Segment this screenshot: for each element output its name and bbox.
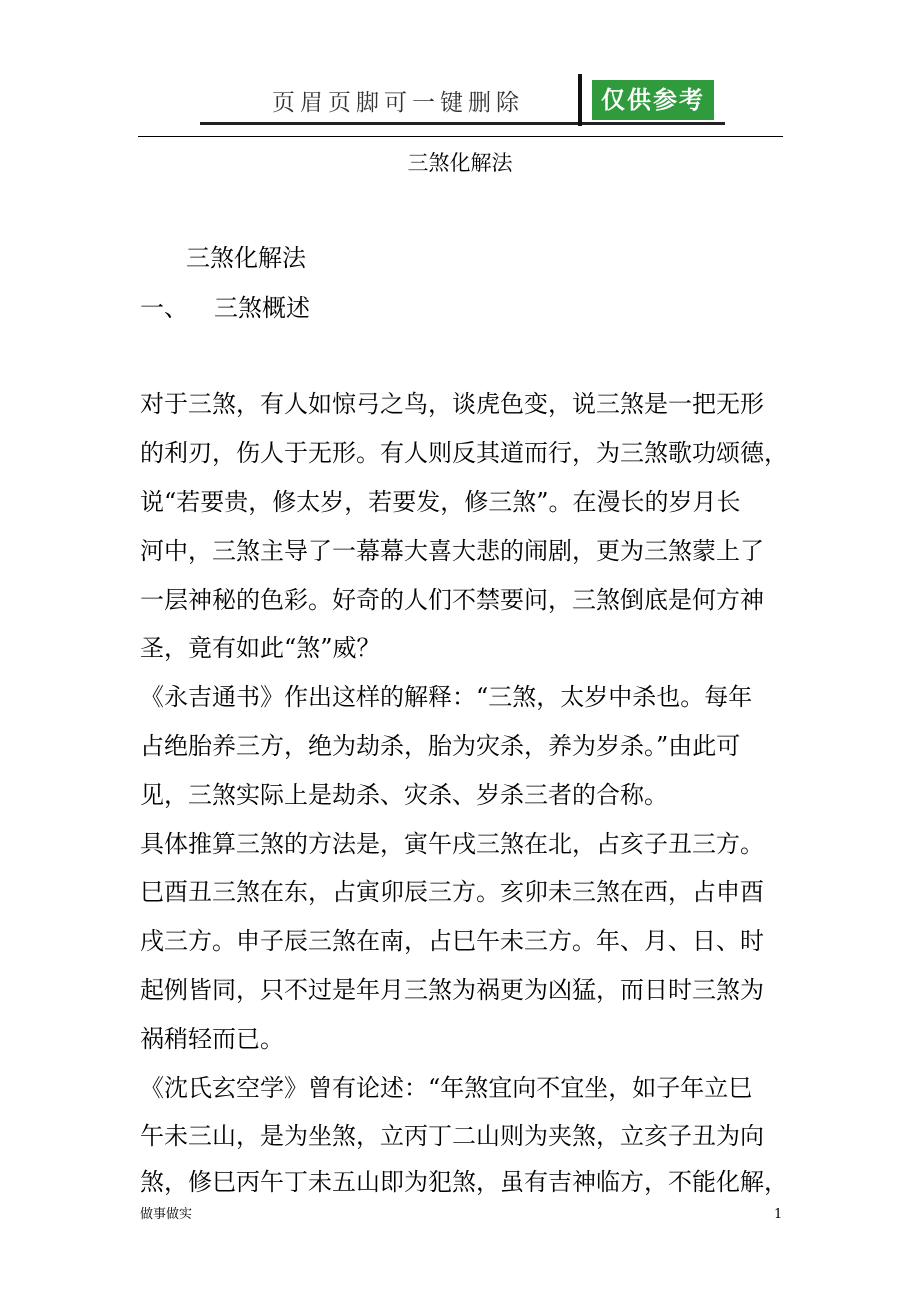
text-line: 具体推算三煞的方法是，寅午戌三煞在北，占亥子丑三方。 [140, 830, 764, 858]
text-line: 起例皆同，只不过是年月三煞为祸更为凶猛，而日时三煞为 [140, 976, 764, 1004]
text-line: 戌三方。申子辰三煞在南，占巳午未三方。年、月、日、时 [140, 927, 764, 955]
text-line: 《永吉通书》作出这样的解释：“三煞，太岁中杀也。每年 [140, 683, 753, 711]
section-name: 三煞概述 [214, 294, 310, 322]
banner-divider [578, 74, 582, 126]
text-line: 说“若要贵，修太岁，若要发，修三煞”。在漫长的岁月长 [140, 488, 741, 516]
banner-text: 页眉页脚可一键删除 [272, 90, 524, 116]
banner-underline [200, 122, 725, 125]
text-line: 煞，修巳丙午丁未五山即为犯煞，虽有吉神临方，不能化解， [140, 1168, 788, 1196]
text-line: 巳酉丑三煞在东，占寅卯辰三方。亥卯未三煞在西，占申酉 [140, 878, 764, 906]
page-number: 1 [774, 1207, 783, 1222]
reference-badge: 仅供参考 [592, 80, 714, 120]
text-line: 圣，竟有如此“煞”威？ [140, 634, 381, 662]
page-title: 三煞化解法 [407, 151, 513, 175]
header-rule [138, 136, 783, 137]
footer-text: 做事做实 [140, 1207, 193, 1222]
text-line: 《沈氏玄空学》曾有论述：“年煞宜向不宜坐，如子年立巳 [140, 1074, 753, 1102]
text-line: 占绝胎养三方，绝为劫杀，胎为灾杀，养为岁杀。”由此可 [140, 732, 741, 760]
text-line: 午未三山，是为坐煞，立丙丁二山则为夹煞，立亥子丑为向 [140, 1122, 764, 1150]
text-line: 的利刃，伤人于无形。有人则反其道而行，为三煞歌功颂德， [140, 439, 788, 467]
text-line: 见，三煞实际上是劫杀、灾杀、岁杀三者的合称。 [140, 781, 668, 809]
text-line: 一层神秘的色彩。好奇的人们不禁要问，三煞倒底是何方神 [140, 586, 764, 614]
text-line: 对于三煞，有人如惊弓之鸟，谈虎色变，说三煞是一把无形 [140, 390, 764, 418]
text-line: 河中，三煞主导了一幕幕大喜大悲的闹剧，更为三煞蒙上了 [140, 537, 764, 565]
text-line: 祸稍轻而已。 [140, 1025, 284, 1053]
section-heading: 三煞化解法 [186, 244, 306, 272]
section-number: 一、 [140, 294, 188, 322]
